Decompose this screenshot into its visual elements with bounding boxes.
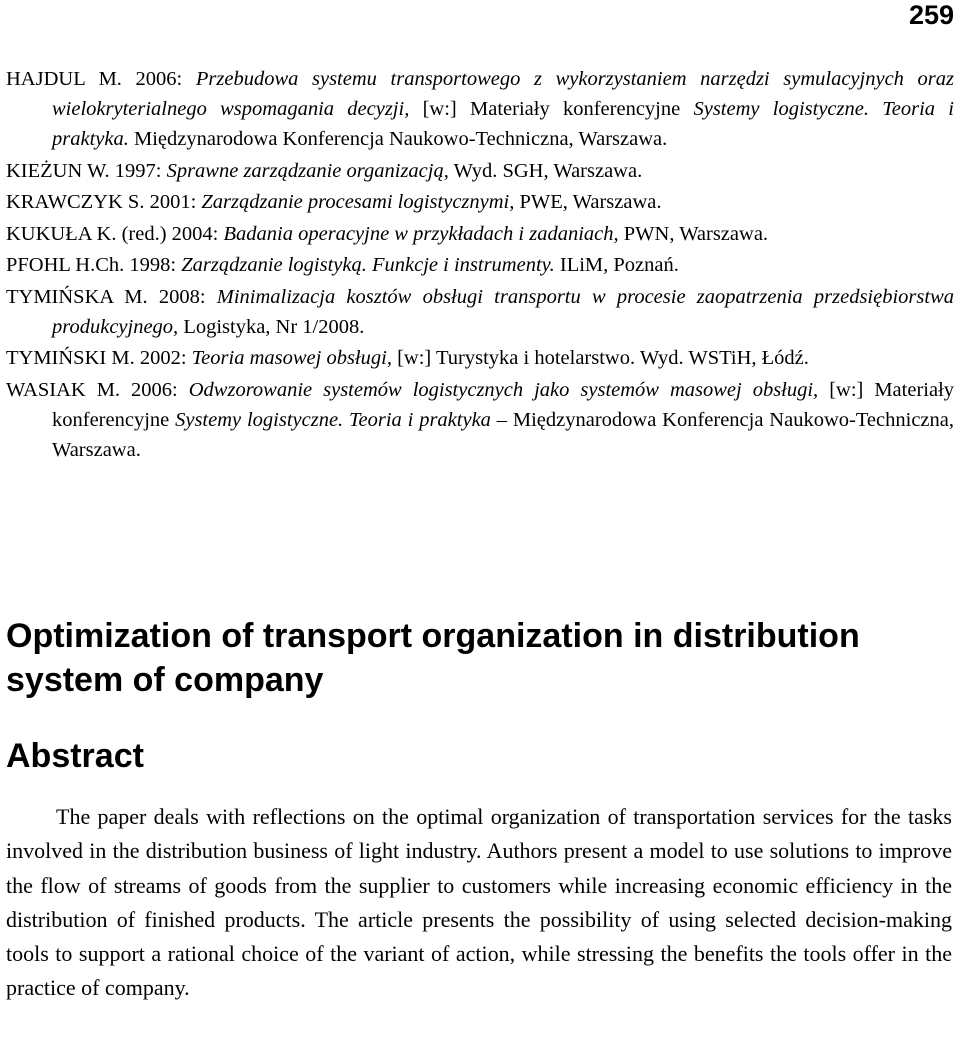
- abstract-heading: Abstract: [6, 737, 144, 775]
- reference-title-secondary: Systemy logistyczne. Teoria i praktyka: [175, 408, 491, 431]
- reference-title: Teoria masowej obsługi,: [191, 347, 392, 369]
- reference-author: KIEŻUN W. 1997:: [6, 159, 162, 182]
- reference-item: [6, 343, 954, 373]
- reference-author: PFOHL H.Ch. 1998:: [6, 254, 177, 276]
- english-title: Optimization of transport organization in distribution system of company: [6, 617, 860, 699]
- reference-item: [6, 250, 954, 280]
- reference-item: [6, 375, 954, 465]
- reference-author: TYMIŃSKI M. 2002:: [6, 347, 187, 369]
- reference-publisher: Wyd. SGH, Warszawa.: [453, 159, 643, 182]
- reference-source: [w:] Materiały konferencyjne: [422, 98, 681, 120]
- reference-title: Odwzorowanie systemów logistycznych jako systemów masowej obsługi,: [188, 378, 819, 401]
- references-list: [6, 64, 954, 466]
- page-number: 259: [908, 0, 954, 30]
- reference-publisher: PWE, Warszawa.: [519, 191, 662, 213]
- reference-publisher: Międzynarodowa Konferencja Naukowo-Techniczna, Warszawa.: [133, 128, 668, 150]
- reference-title: Badania operacyjne w przykładach i zadaniach,: [223, 222, 619, 245]
- reference-author: WASIAK M. 2006:: [6, 378, 178, 401]
- reference-author: KRAWCZYK S. 2001:: [6, 191, 197, 213]
- reference-publisher: PWN, Warszawa.: [623, 222, 769, 245]
- reference-publisher: [w:] Turystyka i hotelarstwo. Wyd. WSTiH, Łódź.: [397, 347, 809, 369]
- reference-source: [w:] Materiały konferencyjne: [52, 378, 955, 431]
- reference-title: Zarządzanie procesami logistycznymi,: [201, 191, 515, 213]
- reference-author: HAJDUL M. 2006:: [6, 68, 183, 90]
- reference-item: [6, 282, 954, 342]
- reference-title: Przebudowa systemu transportowego z wykorzystaniem narzędzi symulacyjnych oraz wielokryterialnego wspomagania decyzji,: [52, 68, 954, 120]
- reference-item: [6, 219, 954, 249]
- reference-title: Zarządzanie logistyką. Funkcje i instrumenty.: [181, 254, 555, 276]
- reference-item: [6, 64, 954, 154]
- abstract-text: The paper deals with reflections on the optimal organization of transportation services for the tasks involved in the distribution business of light industry. Authors present a model to use solutions to improve the flow of streams of goods from the supplier to customers while increasing economic efficiency in the distribution of finished products. The article presents the possibility of using selected decision-making tools to support a rational choice of the variant of action, while stressing the benefits the tools offer in the practice of company.: [6, 804, 952, 1001]
- reference-publisher: – Międzynarodowa Konferencja Naukowo-Techniczna, Warszawa.: [52, 408, 954, 461]
- reference-item: [6, 156, 954, 186]
- reference-publisher: ILiM, Poznań.: [559, 254, 679, 276]
- reference-author: KUKUŁA K. (red.) 2004:: [6, 222, 219, 245]
- reference-title: Minimalizacja kosztów obsługi transportu w procesie zaopatrzenia przedsiębiorstwa produkcyjnego,: [52, 285, 954, 338]
- reference-title-secondary: Systemy logistyczne. Teoria i praktyka.: [52, 98, 955, 150]
- reference-author: TYMIŃSKA M. 2008:: [6, 285, 206, 308]
- reference-title: Sprawne zarządzanie organizacją,: [166, 159, 449, 182]
- reference-item: [6, 187, 954, 217]
- reference-publisher: Logistyka, Nr 1/2008.: [183, 315, 365, 338]
